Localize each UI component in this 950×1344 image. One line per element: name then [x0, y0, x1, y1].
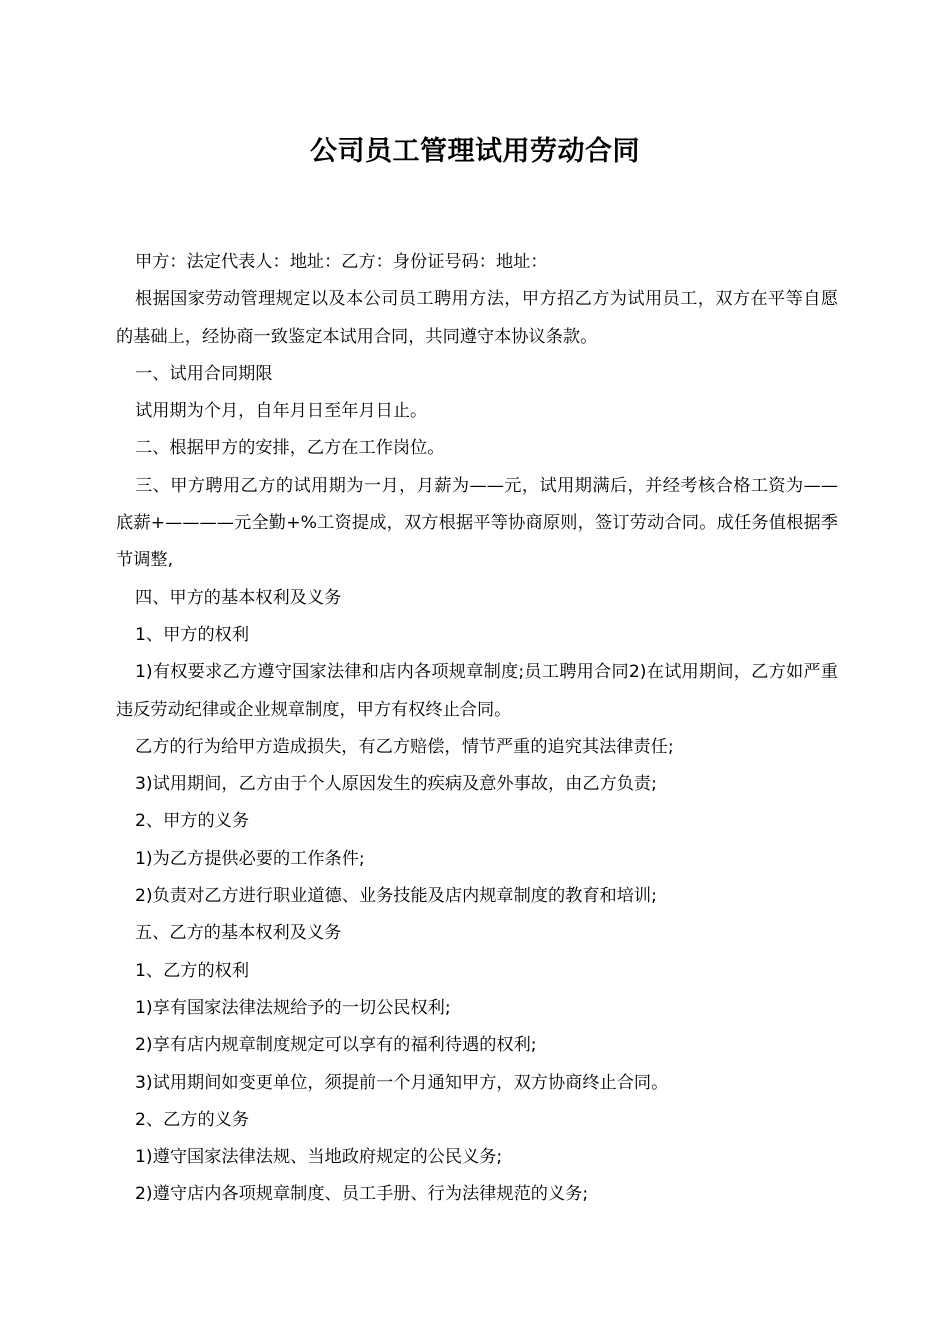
probation-period-paragraph: 试用期为个月，自年月日至年月日止。	[135, 401, 428, 422]
party-b-duties-heading: 2、乙方的义务	[135, 1109, 250, 1130]
party-b-rights-heading: 1、乙方的权利	[135, 960, 250, 981]
party-a-duty-item: 1)为乙方提供必要的工作条件;	[135, 848, 365, 869]
party-a-duties-heading: 2、甲方的义务	[135, 811, 250, 832]
party-a-right-item: 乙方的行为给甲方造成损失，有乙方赔偿，情节严重的追究其法律责任;	[135, 736, 674, 757]
party-a-duty-item: 2)负责对乙方进行职业道德、业务技能及店内规章制度的教育和培训;	[135, 886, 657, 907]
document-body	[116, 244, 838, 1214]
party-a-right-item: 1)有权要求乙方遵守国家法律和店内各项规章制度;员工聘用合同2)在试用期间，乙方如严重违反劳动纪律或企业规章制度，甲方有权终止合同。	[116, 662, 838, 720]
party-b-right-item: 1)享有国家法律法规给予的一切公民权利;	[135, 997, 451, 1018]
section-heading-4: 四、甲方的基本权利及义务	[135, 587, 342, 608]
section-heading-2: 二、根据甲方的安排，乙方在工作岗位。	[135, 438, 445, 459]
salary-paragraph: 三、甲方聘用乙方的试用期为一月，月薪为——元，试用期满后，并经考核合格工资为——底薪+————元全勤+%工资提成，双方根据平等协商原则，签订劳动合同。成任务值根据季节调整,	[116, 475, 838, 571]
party-a-right-item: 3)试用期间，乙方由于个人原因发生的疾病及意外事故，由乙方负责;	[135, 774, 657, 795]
preamble-paragraph: 根据国家劳动管理规定以及本公司员工聘用方法，甲方招乙方为试用员工，双方在平等自愿的基础上，经协商一致鉴定本试用合同，共同遵守本协议条款。	[116, 289, 838, 347]
document-title: 公司员工管理试用劳动合同	[310, 136, 640, 167]
section-heading-5: 五、乙方的基本权利及义务	[135, 923, 342, 944]
party-b-duty-item: 1)遵守国家法律法规、当地政府规定的公民义务;	[135, 1147, 503, 1168]
party-info-line: 甲方：法定代表人：地址：乙方：身份证号码：地址：	[135, 252, 548, 272]
party-a-rights-heading: 1、甲方的权利	[135, 624, 250, 645]
section-heading-1: 一、试用合同期限	[135, 363, 273, 384]
party-b-right-item: 2)享有店内规章制度规定可以享有的福利待遇的权利;	[135, 1035, 537, 1056]
party-b-duty-item: 2)遵守店内各项规章制度、员工手册、行为法律规范的义务;	[135, 1184, 589, 1205]
party-b-right-item: 3)试用期间如变更单位，须提前一个月通知甲方，双方协商终止合同。	[135, 1072, 669, 1093]
